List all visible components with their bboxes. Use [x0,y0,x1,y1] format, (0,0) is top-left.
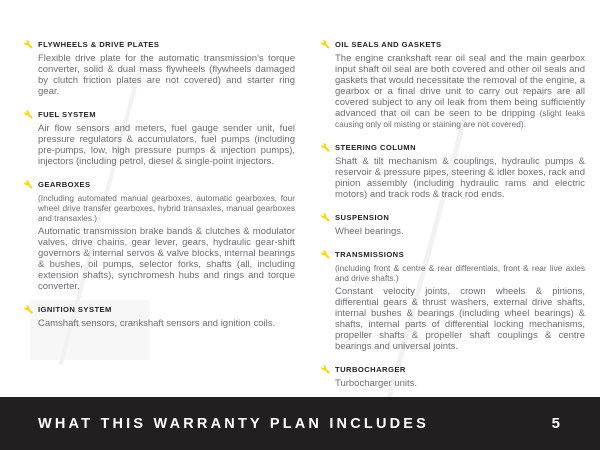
section-steering-column [335,143,585,200]
wrench-icon [321,143,330,152]
section-heading-row [321,365,585,374]
section-heading-row [321,143,585,152]
section-body: Turbocharger units. [335,378,418,389]
wrench-icon [321,40,330,49]
section-heading: STEERING COLUMN [335,143,417,152]
section-heading: OIL SEALS AND GASKETS [335,40,442,49]
section-heading: TRANSMISSIONS [335,250,405,259]
section-heading-row [321,250,585,259]
section-body: Camshaft sensors, crankshaft sensors and ignition coils. [38,318,276,329]
section-ignition-system [38,305,295,329]
section-body: Flexible drive plate for the automatic transmission's torque converter, solid & dual mass flywheels (flywheels damaged by clutch friction plates are not covered) and starter ring gear. [38,53,295,97]
section-body-text: The engine crankshaft rear oil seal and the main gearbox input shaft oil seal are both covered and other oil seals and gaskets that would necessitate the removal of the engine, a gearbox or a final drive unit to carry out repairs are all covered subject to any oil leak from them being sufficiently advanced that oil can be seen to be dripping [335,53,585,119]
section-body: Air flow sensors and meters, fuel gauge sender unit, fuel pressure regulators & accumulators, fuel pumps (including pre-pumps, low, high pressure pumps & injection pumps), injectors (including petrol, diesel & single-point injectors. [38,123,295,167]
section-flywheels-drive-plates [38,40,295,97]
section-body: Automatic transmission brake bands & clutches & modulator valves, drive chains, gear lever, gears, hydraulic gear-shift governors & internal servos & valve blocks, internal bearings & bushes, oil pumps, selector forks, shafts (all, including extension shafts), synchromesh hubs and rings and torque converter. [38,226,295,292]
section-body: Shaft & tilt mechanism & couplings, hydraulic pumps & reservoir & pressure pipes, steering & idler boxes, rack and pinion assembly (including hydraulic rams and electric motors) and track rods & track rod ends. [335,156,585,200]
wrench-icon [321,365,330,374]
section-fuel-system [38,110,295,167]
section-body [335,53,585,130]
wrench-icon [24,110,33,119]
section-oil-seals-gaskets [335,40,585,130]
section-heading: TURBOCHARGER [335,365,406,374]
section-heading-row [24,305,295,314]
section-note: (including front & centre & rear differentials, front & rear live axles and drive shafts.) [335,263,585,283]
section-heading: IGNITION SYSTEM [38,305,112,314]
section-heading-row [24,180,295,189]
right-column [335,40,585,402]
wrench-icon [321,250,330,259]
content-columns [38,40,585,402]
section-note-inline: (slight leaks causing only oil misting or staining are not covered). [335,108,585,129]
footer-title: WHAT THIS WARRANTY PLAN INCLUDES [38,415,430,432]
section-heading-row [321,213,585,222]
section-body: Constant velocity joints, crown wheels & pinions, differential gears & thrust washers, external drive shafts, internal bushes & bearings (including wheel bearings) & shafts, internal parts of differential locking mechanisms, propeller shafts & propeller shaft couplings & centre bearings and universal joints. [335,286,585,352]
wrench-icon [24,40,33,49]
section-heading-row [24,110,295,119]
section-heading-row [24,40,295,49]
section-heading: SUSPENSION [335,213,390,222]
section-body: Wheel bearings. [335,226,404,237]
section-transmissions [335,250,585,352]
section-turbocharger [335,365,585,389]
wrench-icon [24,180,33,189]
footer-bar [0,397,600,450]
left-column [38,40,295,402]
wrench-icon [321,213,330,222]
section-heading-row [321,40,585,49]
section-heading: FLYWHEELS & DRIVE PLATES [38,40,160,49]
section-note: (Including automated manual gearboxes, automatic gearboxes, four wheel drive transfer gearboxes, hybrid transaxles, manual gearboxes and transaxles.) [38,193,295,223]
section-gearboxes [38,180,295,292]
wrench-icon [24,305,33,314]
page-number: 5 [551,415,560,432]
section-heading: GEARBOXES [38,180,91,189]
section-heading: FUEL SYSTEM [38,110,96,119]
section-suspension [335,213,585,237]
